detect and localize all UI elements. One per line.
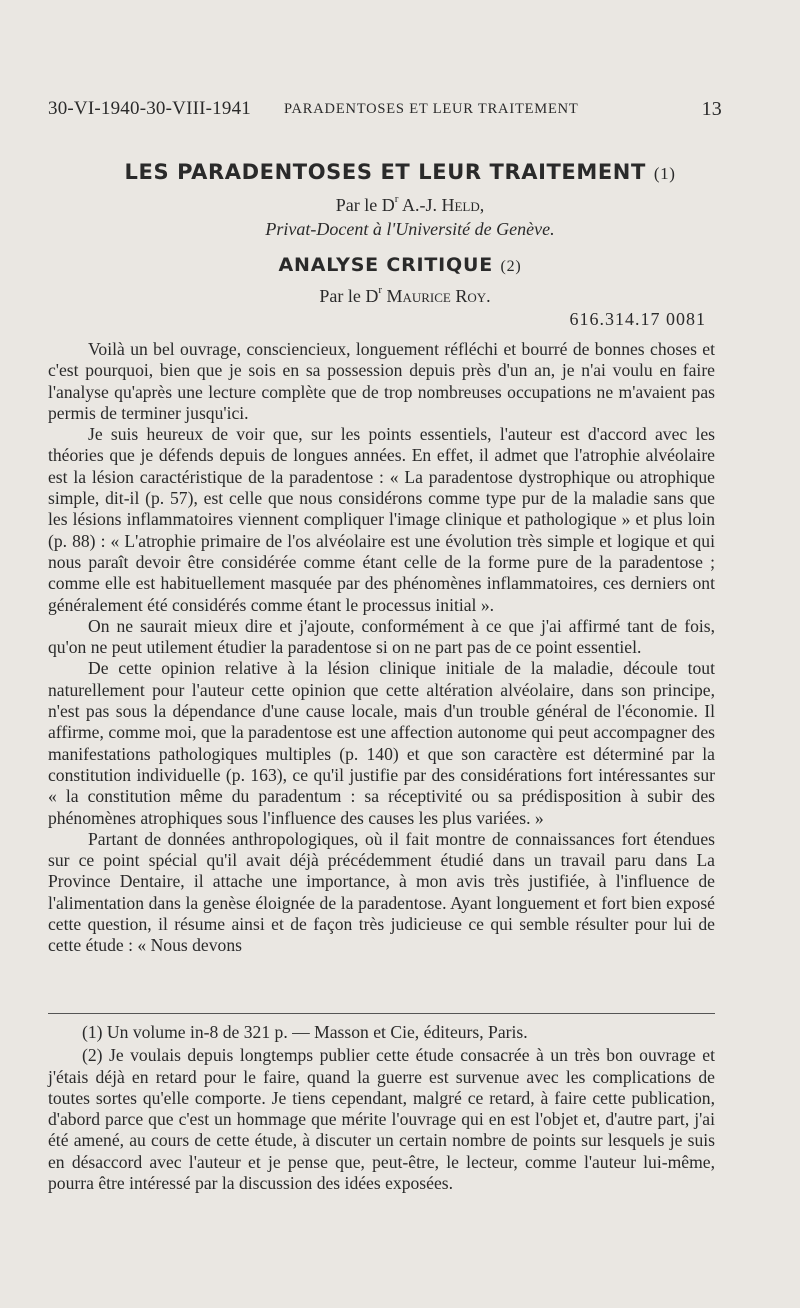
paragraph: Voilà un bel ouvrage, consciencieux, longuement réfléchi et bourré de bonnes choses et c'est pourquoi, bien que je sois en sa possession depuis près d'un an, je n'ai voulu en faire l'analyse qu'après une lecture complète que de trop nombreuses occupations ne m'avaient pas permis de terminer jusqu'ici.	[48, 339, 715, 423]
article-title-text: LES PARADENTOSES ET LEUR TRAITEMENT	[124, 160, 646, 184]
page-number: 13	[701, 98, 722, 120]
subtitle-footnote-ref: (2)	[500, 258, 522, 275]
footnotes	[48, 1022, 715, 1196]
footnote: (2) Je voulais depuis longtemps publier cette étude consacrée à un très bon ouvrage et j'étais déjà en retard pour le faire, quand la guerre est survenue avec les complications de toutes sortes qu'elle comporte. Je tiens cependant, malgré ce retard, à faire cette publication, d'abord parce que c'est un hommage que mérite l'ouvrage qui en est l'objet et, d'autre part, j'ai été amené, au cours de cette étude, à discuter un certain nombre de points sur lesquels je suis en désaccord avec l'auteur et je pense que, peut-être, le lecteur, comme l'auteur lui-même, pourra être intéressé par la discussion des idées exposées.	[48, 1045, 715, 1194]
paragraph: On ne saurait mieux dire et j'ajoute, conformément à ce que j'ai affirmé tant de fois, qu'on ne peut utilement étudier la paradentose si on ne part pas de ce point essentiel.	[48, 615, 715, 658]
critic-line	[0, 286, 800, 307]
running-title: PARADENTOSES ET LEUR TRAITEMENT	[284, 101, 579, 117]
paragraph: Je suis heureux de voir que, sur les points essentiels, l'auteur est d'accord avec les théories que je défends depuis de longues années. En effet, il admet que l'atrophie alvéolaire est la lésion caractéristique de la paradentose : « La paradentose dystrophique ou atrophique simple, dit-il (p. 57), est celle que nous considérons comme type pur de la maladie sans que les lésions inflammatoires viennent compliquer l'image clinique et pathologique » et plus loin (p. 88) : « L'atrophie primaire de l'os alvéolaire est une évolution très simple et logique et qui nous paraît devoir être considérée comme étant celle de la forme pure de la paradentose ; comme elle est habituellement masquée par des phénomènes inflammatoires, ces derniers ont généralement été considérés comme étant le processus initial ».	[48, 424, 715, 615]
critic-prefix: Par le D	[319, 286, 379, 306]
classification-code: 616.314.17 0081	[569, 309, 706, 329]
paragraph: Partant de données anthropologiques, où il fait montre de connaissances fort étendues sur ce point spécial qu'il avait déjà précédemment étudié dans un travail paru dans La Province Dentaire, il attache une importance, à mon avis très justifiée, à l'influence de l'alimentation dans la genèse éloignée de la paradentose. Ayant longuement et fort bien exposé cette question, il résume ainsi et de façon très judicieuse ce qui semble résulter pour lui de cette étude : « Nous devons	[48, 828, 715, 956]
author-prefix: Par le D	[335, 195, 395, 215]
footnote-divider	[48, 1013, 715, 1014]
title-footnote-ref: (1)	[653, 164, 676, 183]
critic-name: Maurice Roy.	[381, 286, 491, 306]
article-body	[48, 339, 715, 957]
author-title-sup: r	[394, 193, 399, 205]
footnote: (1) Un volume in-8 de 321 p. — Masson et Cie, éditeurs, Paris.	[82, 1022, 528, 1042]
author-line	[0, 195, 800, 216]
paragraph: De cette opinion relative à la lésion clinique initiale de la maladie, découle tout naturellement pour l'auteur cette opinion que cette altération alvéolaire, dans son principe, n'est pas sous la dépendance d'une cause locale, mais d'un trouble général de l'économie. Il affirme, comme moi, que la paradentose est une affection autonome qui peut accompagner des manifestations pathologiques multiples (p. 140) et que son caractère est déterminé par la constitution individuelle (p. 163), ce qu'il justifie par des considérations fort intéressantes sur « la constitution même du paradentum : sa réceptivité ou sa prédisposition à subir des phénomènes atrophiques sous l'influence des causes les plus variées. »	[48, 658, 715, 828]
article-title	[0, 160, 800, 184]
section-subtitle	[0, 254, 800, 276]
author-name: A.-J. Held,	[398, 195, 485, 215]
issue-dates: 30-VI-1940-30-VIII-1941	[48, 98, 251, 119]
critic-title-sup: r	[378, 284, 382, 296]
author-affiliation: Privat-Docent à l'Université de Genève.	[265, 219, 555, 239]
subtitle-text: ANALYSE CRITIQUE	[278, 254, 494, 276]
